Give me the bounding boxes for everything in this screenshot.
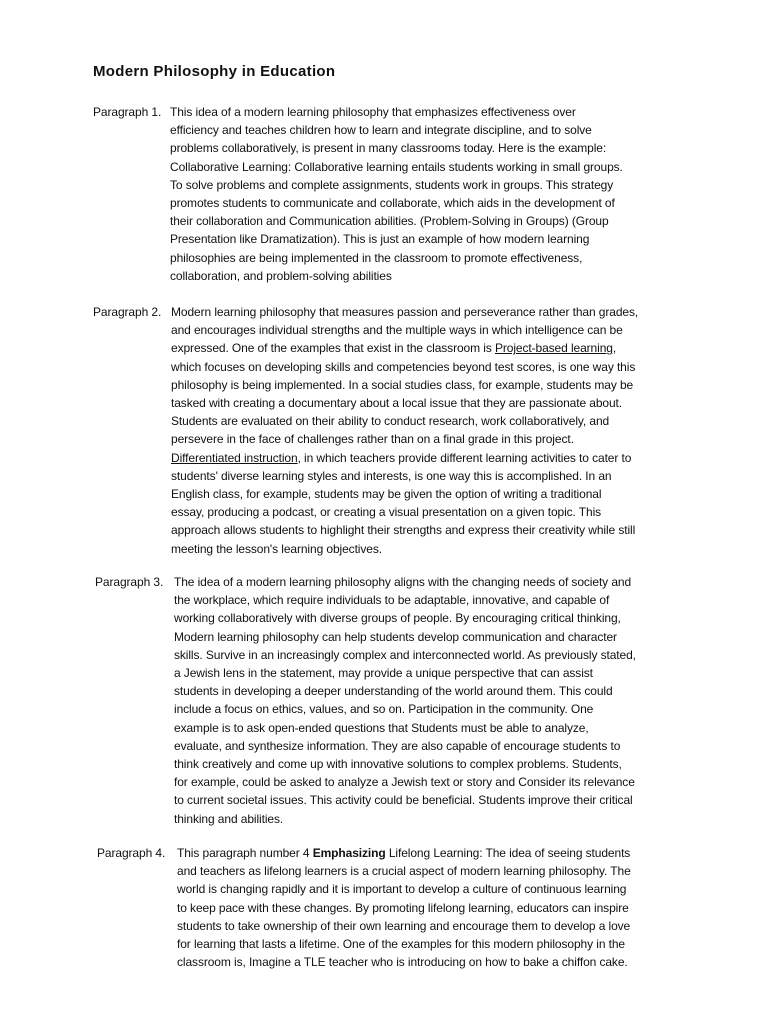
text-segment: , bbox=[612, 341, 617, 356]
paragraph-1 bbox=[93, 103, 623, 285]
text-line: to keep pace with these changes. By promoting lifelong learning, educators can inspire bbox=[177, 900, 629, 915]
paragraph-3 bbox=[95, 573, 636, 828]
text-line: thinking and abilities. bbox=[174, 811, 284, 826]
text-line bbox=[171, 449, 638, 467]
text-line: students to take ownership of their own learning and encourage them to develop a love bbox=[177, 918, 631, 933]
text-line: tasked with creating a documentary about a local issue that they are passionate about. bbox=[171, 396, 623, 411]
text-line bbox=[177, 844, 631, 862]
text-line: a Jewish lens in the statement, may provide a unique perspective that can assist bbox=[174, 666, 593, 681]
page-title: Modern Philosophy in Education bbox=[93, 63, 336, 80]
paragraph-label: Paragraph 1. bbox=[93, 105, 162, 119]
text-line: English class, for example, students may be given the option of writing a traditional bbox=[171, 487, 602, 502]
text-line: Students are evaluated on their ability to conduct research, work collaboratively, and bbox=[171, 414, 610, 429]
text-line: persevere in the face of challenges rather than on a final grade in this project. bbox=[171, 432, 574, 447]
text-line: to current societal issues. This activity could be beneficial. Students improve their critical bbox=[174, 793, 633, 808]
text-line: example is to ask open-ended questions that Students must be able to analyze, bbox=[174, 720, 589, 735]
text-line: promotes students to communicate and collaborate, which aids in the development of bbox=[170, 196, 615, 211]
text-line: approach allows students to highlight their strengths and express their creativity while still bbox=[171, 523, 636, 538]
paragraph-body bbox=[171, 303, 638, 558]
text-line: which focuses on developing skills and competencies beyond test scores, is one way this bbox=[171, 359, 636, 374]
text-line: for example, could be asked to analyze a Jewish text or story and Consider its relevance bbox=[174, 775, 635, 790]
text-line: The idea of a modern learning philosophy aligns with the changing needs of society and bbox=[174, 575, 632, 589]
text-line: Collaborative Learning: Collaborative learning entails students working in small groups. bbox=[170, 159, 623, 174]
paragraph-label: Paragraph 4. bbox=[97, 846, 166, 860]
text-line: include a focus on ethics, values, and so on. Participation in the community. One bbox=[174, 702, 594, 717]
text-line: This idea of a modern learning philosophy that emphasizes effectiveness over bbox=[170, 105, 576, 119]
text-segment: , in which teachers provide different learning activities to cater to bbox=[297, 450, 632, 465]
text-line: Modern learning philosophy that measures passion and perseverance rather than grades, bbox=[171, 305, 639, 319]
text-line: philosophies are being implemented in the classroom to promote effectiveness, bbox=[170, 250, 583, 265]
text-line: evaluate, and synthesize information. They are also capable of encourage students to bbox=[174, 738, 621, 753]
paragraph-4 bbox=[97, 844, 631, 971]
text-line: and teachers as lifelong learners is a crucial aspect of modern learning philosophy. The bbox=[177, 864, 631, 879]
text-line: collaboration, and problem-solving abilities bbox=[170, 268, 392, 283]
text-line: Modern learning philosophy can help students develop communication and character bbox=[174, 629, 617, 644]
text-segment: This paragraph number 4 bbox=[177, 846, 313, 860]
text-line: Presentation like Dramatization). This is just an example of how modern learning bbox=[170, 232, 590, 247]
text-line: their collaboration and Communication abilities. (Problem-Solving in Groups) (Group bbox=[170, 214, 609, 229]
paragraph-body bbox=[170, 103, 623, 285]
paragraph-label: Paragraph 2. bbox=[93, 305, 162, 319]
text-segment: expressed. One of the examples that exist in the classroom is bbox=[171, 341, 495, 356]
text-line bbox=[171, 339, 638, 357]
text-line: efficiency and teaches children how to learn and integrate discipline, and to solve bbox=[170, 123, 592, 138]
text-line: world is changing rapidly and it is important to develop a culture of continuous learning bbox=[177, 882, 627, 897]
text-line: problems collaboratively, is present in many classrooms today. Here is the example: bbox=[170, 141, 607, 156]
text-line: skills. Survive in an increasingly complex and interconnected world. As previously stated, bbox=[174, 647, 636, 662]
text-line: the workplace, which require individuals to be adaptable, innovative, and capable of bbox=[174, 593, 610, 608]
text-line: and encourages individual strengths and the multiple ways in which intelligence can be bbox=[171, 323, 623, 338]
text-line: To solve problems and complete assignments, students work in groups. This strategy bbox=[170, 177, 614, 192]
text-line: working collaboratively with diverse groups of people. By encouraging critical thinking, bbox=[174, 611, 621, 626]
text-line: essay, producing a podcast, or creating a visual presentation on a given topic. This bbox=[171, 505, 602, 520]
paragraph-2 bbox=[93, 303, 638, 558]
text-line: meeting the lesson's learning objectives. bbox=[171, 541, 382, 556]
differentiated-instruction-link[interactable]: Differentiated instruction bbox=[171, 450, 298, 465]
emphasis-text: Emphasizing bbox=[312, 846, 386, 860]
text-segment: Lifelong Learning: The idea of seeing students bbox=[385, 846, 631, 860]
text-line: students' diverse learning styles and interests, is one way this is accomplished. In an bbox=[171, 468, 612, 483]
text-line: philosophy is being implemented. In a social studies class, for example, students may be bbox=[171, 377, 634, 392]
text-line: students in developing a deeper understanding of the world around them. This could bbox=[174, 684, 613, 699]
project-based-learning-link[interactable]: Project-based learning bbox=[494, 341, 613, 356]
text-line: for learning that lasts a lifetime. One of the examples for this modern philosophy in the bbox=[177, 937, 626, 952]
paragraph-label: Paragraph 3. bbox=[95, 575, 164, 589]
text-line: classroom is, Imagine a TLE teacher who is introducing on how to bake a chiffon cake. bbox=[177, 955, 628, 970]
paragraph-body bbox=[174, 573, 636, 828]
text-line: think creatively and come up with innovative solutions to complex problems. Students, bbox=[174, 757, 622, 772]
paragraph-body bbox=[177, 844, 631, 971]
